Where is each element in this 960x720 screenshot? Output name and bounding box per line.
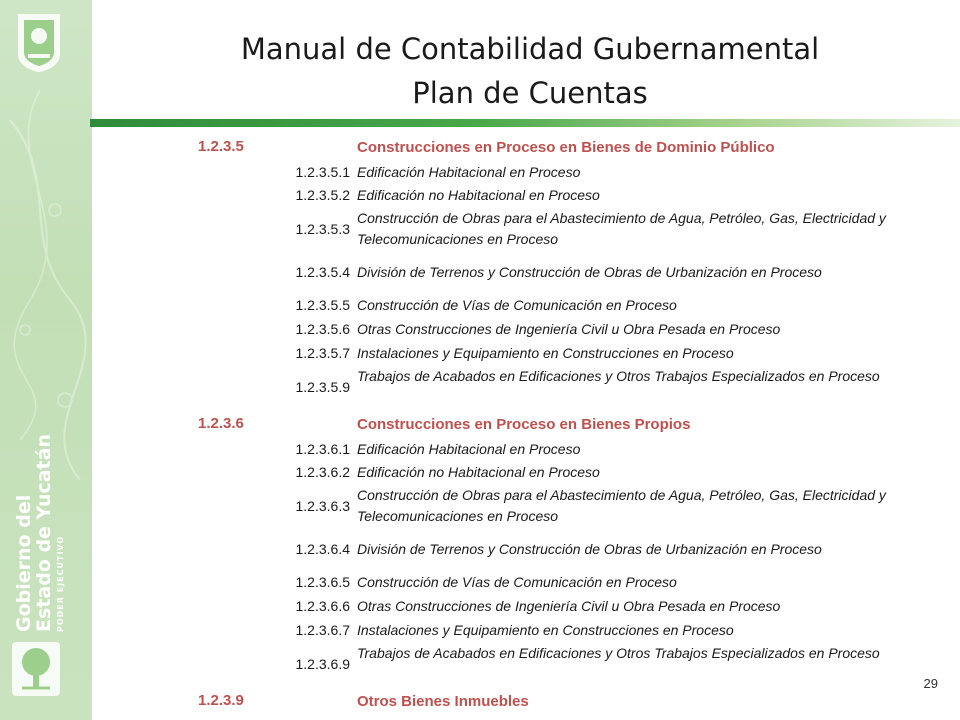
page-title-line1: Manual de Contabilidad Gubernamental [240, 32, 820, 66]
account-description: Construcción de Vías de Comunicación en Proceso [357, 297, 677, 313]
account-code: 1.2.3.5.3 [295, 221, 350, 237]
account-description: Trabajos de Acabados en Edificaciones y Otros Trabajos Especializados en Proceso [357, 368, 880, 384]
tree-logo-icon [10, 640, 62, 698]
account-code: 1.2.3.5 [198, 138, 244, 155]
gov-wordmark-line2: Estado de Yucatán [33, 434, 55, 632]
account-description: Edificación no Habitacional en Proceso [357, 187, 600, 203]
account-code: 1.2.3.5.1 [295, 164, 350, 180]
account-code: 1.2.3.5.7 [295, 345, 350, 361]
account-code: 1.2.3.5.5 [295, 297, 350, 313]
account-description: División de Terrenos y Construcción de Obras de Urbanización en Proceso [357, 541, 822, 557]
account-description: Edificación no Habitacional en Proceso [357, 464, 600, 480]
gov-wordmark-line3: PODER EJECUTIVO [56, 535, 65, 632]
title-divider [90, 119, 960, 127]
account-code: 1.2.3.6.3 [295, 498, 350, 514]
account-code: 1.2.3.6.1 [295, 441, 350, 457]
account-description: Construcción de Vías de Comunicación en Proceso [357, 574, 677, 590]
account-code: 1.2.3.5.6 [295, 321, 350, 337]
account-code: 1.2.3.6.7 [295, 622, 350, 638]
account-code: 1.2.3.5.9 [295, 379, 350, 395]
page-number: 29 [923, 676, 938, 691]
account-description: Edificación Habitacional en Proceso [357, 441, 581, 457]
account-code: 1.2.3.6 [198, 415, 244, 432]
sidebar-banner [0, 0, 92, 720]
government-wordmark [14, 434, 65, 632]
account-description: División de Terrenos y Construcción de Obras de Urbanización en Proceso [357, 264, 822, 280]
account-description: Otras Construcciones de Ingeniería Civil u Obra Pesada en Proceso [357, 321, 781, 337]
account-code: 1.2.3.9 [198, 692, 244, 709]
account-description: Instalaciones y Equipamiento en Construcciones en Proceso [357, 622, 734, 638]
account-code: 1.2.3.6.2 [295, 464, 350, 480]
account-code: 1.2.3.6.5 [295, 574, 350, 590]
page-title-line2: Plan de Cuentas [412, 76, 648, 110]
account-code: 1.2.3.5.4 [295, 264, 350, 280]
account-description: Instalaciones y Equipamiento en Construcciones en Proceso [357, 345, 734, 361]
account-description: Construcción de Obras para el Abastecimiento de Agua, Petróleo, Gas, Electricidad y Telecomunicaciones en Proceso [357, 487, 886, 524]
account-code: 1.2.3.6.9 [295, 656, 350, 672]
account-description: Construcciones en Proceso en Bienes de Dominio Público [357, 139, 775, 156]
account-description: Otros Bienes Inmuebles [357, 693, 529, 710]
account-code: 1.2.3.5.2 [295, 187, 350, 203]
account-description: Otras Construcciones de Ingeniería Civil u Obra Pesada en Proceso [357, 598, 781, 614]
account-description: Construcción de Obras para el Abastecimiento de Agua, Petróleo, Gas, Electricidad y Telecomunicaciones en Proceso [357, 210, 886, 247]
account-description: Edificación Habitacional en Proceso [357, 164, 581, 180]
account-description: Trabajos de Acabados en Edificaciones y Otros Trabajos Especializados en Proceso [357, 645, 880, 661]
state-coat-of-arms-icon [14, 10, 64, 74]
account-code: 1.2.3.6.4 [295, 541, 350, 557]
account-code: 1.2.3.6.6 [295, 598, 350, 614]
account-description: Construcciones en Proceso en Bienes Propios [357, 416, 691, 433]
gov-wordmark-line1: Gobierno del [13, 494, 35, 632]
